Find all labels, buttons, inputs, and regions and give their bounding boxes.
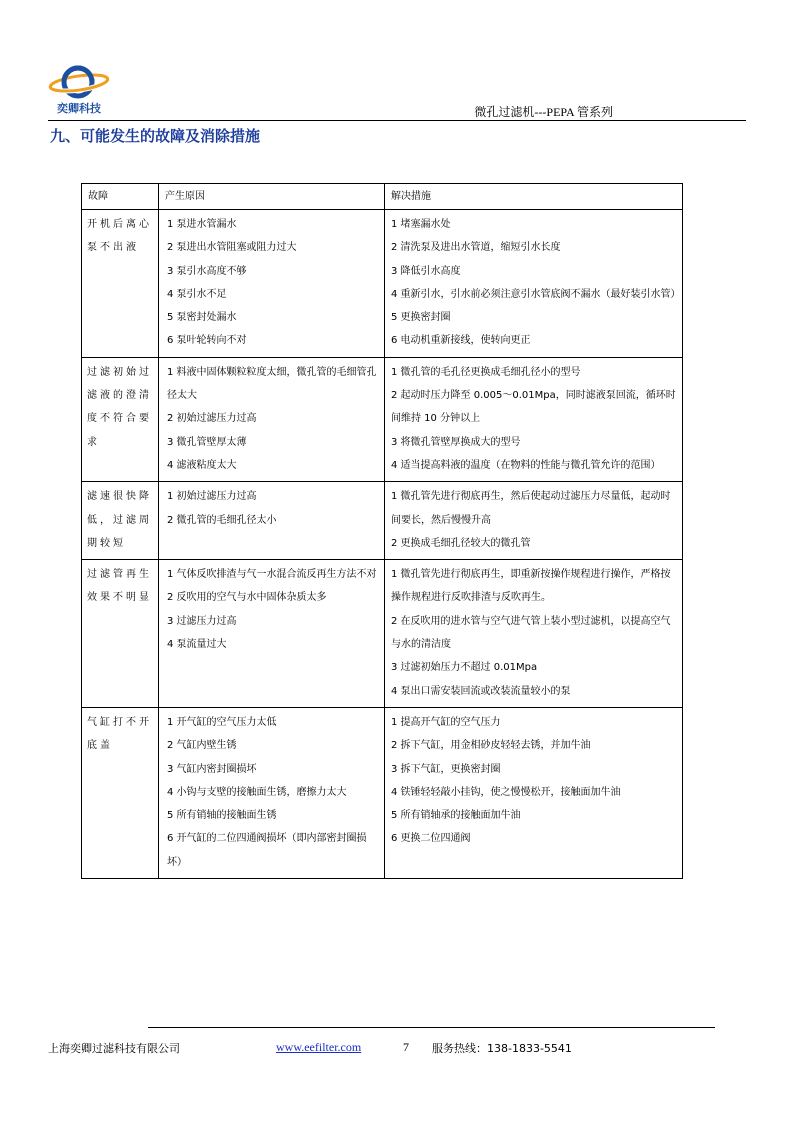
cause-item: 5 所有销轴的接触面生锈: [167, 810, 277, 822]
table-row: [82, 707, 683, 878]
cause-item: 1 开气缸的空气压力太低: [167, 716, 277, 728]
cause-item: 1 初始过滤压力过高: [167, 491, 257, 503]
solution-item: 5 所有销轴承的接触面加牛油: [391, 810, 521, 822]
solution-item: 1 堵塞漏水处: [391, 219, 451, 230]
table-row: [82, 357, 683, 481]
solution-item: 6 电动机重新接线，使转向更正: [391, 335, 531, 347]
header-divider: [48, 120, 746, 121]
solution-item: 4 泵出口需安装回流或改装流量较小的泵: [391, 685, 571, 697]
column-header-fault: 故障: [82, 184, 159, 210]
cause-item: 2 气缸内壁生锈: [167, 740, 237, 752]
cause-item: 4 小钩与支壁的接触面生锈，磨擦力太大: [167, 786, 347, 798]
solution-item: 3 拆下气缸，更换密封圈: [391, 763, 501, 775]
solution-item: 2 更换成毛细孔径较大的微孔管: [391, 537, 531, 549]
section-title: 九、可能发生的故障及消除措施: [50, 127, 261, 145]
table-header-row: [82, 184, 683, 210]
solution-item: 3 降低引水高度: [391, 265, 461, 277]
footer-website-link[interactable]: www.eefilter.com: [276, 1040, 362, 1054]
footer-company: 上海奕卿过滤科技有限公司: [48, 1042, 180, 1055]
cause-item: 3 微孔管壁厚太薄: [167, 436, 247, 448]
solution-cell: [385, 707, 683, 878]
solution-cell: [385, 357, 683, 481]
header-title: 微孔过滤机---PEPA 管系列: [474, 105, 613, 119]
cause-item: 2 微孔管的毛细孔径太小: [167, 514, 277, 526]
solution-cell: [385, 482, 683, 560]
fault-cell: 开机后离心泵不出液: [82, 210, 159, 358]
column-header-cause: 产生原因: [159, 184, 385, 210]
globe-logo-icon: [48, 64, 110, 100]
service-hotline: 服务热线：138-1833-5541: [432, 1042, 572, 1055]
fault-cell: 滤速很快降低，过滤周期较短: [82, 482, 159, 560]
cause-cell: [159, 560, 385, 708]
solution-item: 1 微孔管先进行彻底再生，然后使起动过滤压力尽量低，起动时间要长，然后慢慢升高: [391, 491, 671, 526]
solution-item: 1 提高开气缸的空气压力: [391, 716, 501, 728]
solution-item: 2 在反吹用的进水管与空气进气管上装小型过滤机，以提高空气与水的清洁度: [391, 615, 671, 651]
cause-item: 3 过滤压力过高: [167, 615, 237, 627]
solution-item: 5 更换密封圈: [391, 312, 451, 324]
cause-cell: [159, 482, 385, 560]
fault-cell: 气缸打不开底盖: [82, 707, 159, 878]
cause-item: 3 气缸内密封圈损坏: [167, 763, 257, 775]
table-row: [82, 210, 683, 358]
table-row: [82, 560, 683, 708]
solution-item: 4 铁锤轻轻敲小挂钩，使之慢慢松开，接触面加牛油: [391, 786, 621, 798]
solution-item: 4 重新引水，引水前必须注意引水管底阀不漏水（最好装引水管）: [391, 288, 681, 300]
solution-item: 1 微孔管先进行彻底再生，即重新按操作规程进行操作，严格按操作规程进行反吹排渣与反吹再生。: [391, 569, 671, 604]
cause-cell: [159, 707, 385, 878]
cause-item: 2 反吹用的空气与水中固体杂质太多: [167, 592, 327, 604]
cause-item: 6 泵叶轮转向不对: [167, 335, 247, 347]
cause-item: 3 泵引水高度不够: [167, 265, 247, 277]
cause-item: 4 泵流量过大: [167, 639, 227, 651]
cause-item: 6 开气缸的二位四通阀损坏（即内部密封圈损坏）: [167, 833, 367, 868]
solution-item: 2 起动时压力降至 0.005～0.01Mpa，同时滤液泵回流，循环时间维持 10 分钟以上: [391, 390, 676, 425]
cause-cell: [159, 210, 385, 358]
solution-item: 2 拆下气缸，用金相砂皮轻轻去锈，并加牛油: [391, 740, 591, 752]
cause-item: 4 滤液粘度太大: [167, 459, 237, 471]
solution-item: 6 更换二位四通阀: [391, 833, 471, 845]
solution-item: 3 将微孔管壁厚换成大的型号: [391, 436, 521, 448]
solution-item: 1 微孔管的毛孔径更换成毛细孔径小的型号: [391, 366, 581, 378]
fault-cell: 过滤管再生效果不明显: [82, 560, 159, 708]
solution-item: 2 清洗泵及进出水管道，缩短引水长度: [391, 242, 561, 254]
cause-item: 1 气体反吹排渣与气一水混合流反再生方法不对: [167, 569, 377, 581]
logo-text: 奕卿科技: [57, 102, 101, 115]
table-row: [82, 482, 683, 560]
cause-item: 1 料液中固体颗粒粒度太细，微孔管的毛细管孔径太大: [167, 366, 377, 402]
column-header-solution: 解决措施: [385, 184, 683, 210]
cause-item: 2 泵进出水管阻塞或阻力过大: [167, 242, 297, 254]
fault-table: [81, 183, 683, 879]
cause-item: 4 泵引水不足: [167, 288, 227, 300]
cause-cell: [159, 357, 385, 481]
cause-item: 2 初始过滤压力过高: [167, 413, 257, 425]
fault-cell: 过滤初始过滤液的澄清度不符合要求: [82, 357, 159, 481]
cause-item: 5 泵密封处漏水: [167, 312, 237, 324]
solution-cell: [385, 560, 683, 708]
company-logo: [48, 64, 110, 116]
solution-item: 3 过滤初始压力不超过 0.01Mpa: [391, 662, 538, 674]
footer-divider: [148, 1027, 715, 1028]
cause-item: 1 泵进水管漏水: [167, 219, 237, 230]
solution-item: 4 适当提高料液的温度（在物料的性能与微孔管允许的范围）: [391, 459, 661, 471]
solution-cell: [385, 210, 683, 358]
page-number: 7: [403, 1040, 409, 1054]
